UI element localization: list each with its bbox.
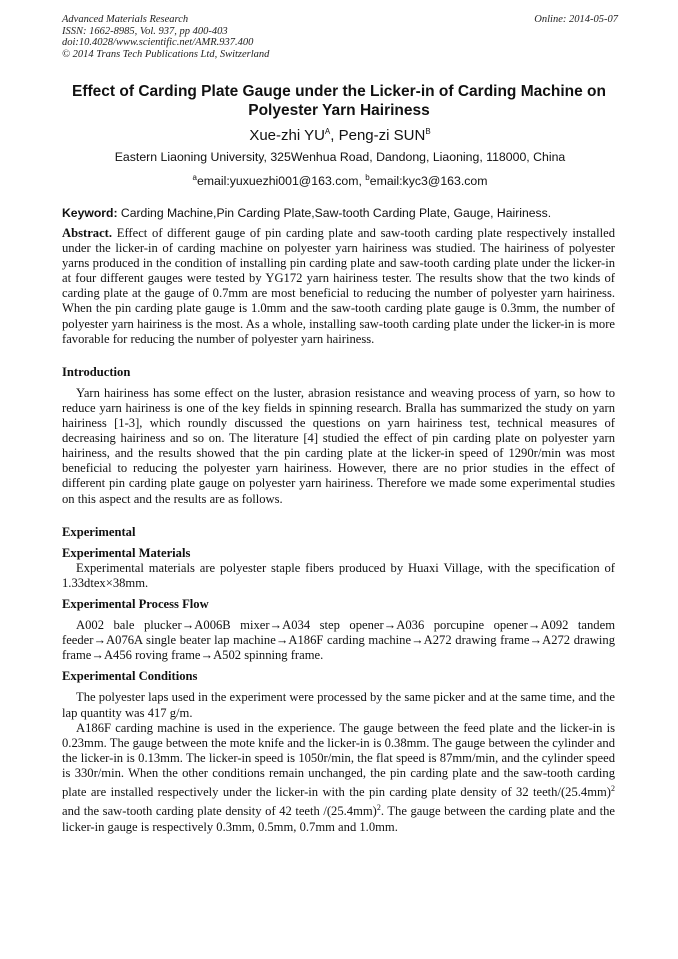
materials-text: Experimental materials are polyester staple fibers produced by Huaxi Village, with the specification of 1.33dtex×38mm.	[62, 560, 615, 590]
email-a: email:yuxuezhi001@163.com,	[196, 174, 362, 189]
author-2: Peng-zi SUN	[338, 127, 426, 144]
email-b-mark: b	[365, 173, 370, 182]
conditions-text-b: and the saw-tooth carding plate density of 42 teeth /(25.4mm)	[62, 804, 377, 819]
conditions-text-a: A186F carding machine is used in the experience. The gauge between the feed plate and the licker-in is 0.23mm. The gauge between the mote knife and the licker-in is 0.38mm. The gauge between the cylinder and the licker-in is 0.13mm. The licker-in speed is 1050r/min, the flat speed is 87mm/min, and the cylinder speed is 330r/min. When the other conditions remain unchanged, the pin carding plate and the saw-tooth carding plate are installed respectively under the licker-in with the pin carding plate density of 32 teeth/(25.4mm)	[62, 720, 615, 800]
abstract	[62, 226, 615, 347]
journal-name: Advanced Materials Research	[62, 14, 189, 25]
doi-line: doi:10.4028/www.scientific.net/AMR.937.400	[62, 37, 254, 48]
online-date: Online: 2014-05-07	[534, 14, 618, 25]
conditions-sup-1: 2	[611, 784, 615, 793]
experimental-heading: Experimental	[62, 524, 136, 539]
conditions-heading: Experimental Conditions	[62, 669, 198, 684]
abstract-text: Effect of different gauge of pin carding plate and saw-tooth carding plate respectively installed under the licker-in of carding machine on polyester yarn hairiness was studied. The hairiness of polyester yarns produced in the condition of installing pin carding plate and saw-tooth carding plate under the licker-in at four different gauges were tested by YG172 yarn hairiness tester. The results show that the two kinds of carding plate at the gauge of 0.7mm are most beneficial to reducing the number of polyester yarn hairiness. When the pin carding plate gauge is 1.0mm and the saw-tooth carding plate gauge is 0.3mm, the number of polyester yarn hairiness is the most. As a whole, installing saw-tooth carding plate under the licker-in is more favorable for reducing the number of polyester yarn hairiness.	[62, 226, 615, 346]
email-line	[62, 170, 618, 189]
author-1-mark: A	[324, 127, 331, 136]
journal-header	[62, 14, 618, 60]
keywords-label: Keyword:	[62, 206, 118, 220]
author-2-mark: B	[425, 127, 431, 136]
email-b: email:kyc3@163.com	[369, 174, 488, 189]
copyright-line: © 2014 Trans Tech Publications Ltd, Switzerland	[62, 48, 270, 60]
paper-title: Effect of Carding Plate Gauge under the Licker-in of Carding Machine on Polyester Yarn Hairiness	[72, 83, 606, 119]
introduction-text: Yarn hairiness has some effect on the luster, abrasion resistance and weaving process of yarn, so how to reduce yarn hairiness is one of the key fields in spinning research. Bralla has summarized the study on yarn hairiness [1-3], which roundly discussed the questions on yarn hairiness test, technical measures of decreasing hairiness and so on. The literature [4] studied the effect of pin carding plate on polyester yarn hairiness, and the results showed that the pin carding plate at the licker-in speed of 1290r/min was most beneficial to reducing the polyester yarn hairiness. However, there are no prior studies in the effect of different pin carding plate gauge on polyester yarn hairiness. Therefore we made some experimental studies on this aspect and the results are as follows.	[62, 385, 615, 506]
conditions-sup-2: 2	[376, 803, 381, 813]
author-separator: ,	[330, 127, 339, 144]
keywords	[62, 205, 618, 221]
conditions-text-c: . The gauge between the carding plate and the licker-in gauge is respectively 0.3mm, 0.5mm, 0.7mm and 1.0mm.	[62, 804, 616, 834]
abstract-label: Abstract.	[62, 226, 113, 240]
process-heading: Experimental Process Flow	[62, 596, 209, 611]
conditions-paragraph-1: The polyester laps used in the experiment were processed by the same picker and at the same time, and the lap quantity was 417 g/m.	[62, 690, 615, 720]
keywords-text: Carding Machine,Pin Carding Plate,Saw-tooth Carding Plate, Gauge, Hairiness.	[120, 206, 552, 220]
issn-line: ISSN: 1662-8985, Vol. 937, pp 400-403	[62, 25, 228, 37]
affiliation: Eastern Liaoning University, 325Wenhua Road, Dandong, Liaoning, 118000, China	[114, 150, 566, 164]
conditions-paragraph-2	[62, 721, 615, 835]
introduction-heading: Introduction	[62, 364, 131, 379]
author-line	[62, 122, 618, 146]
paper-body	[62, 226, 615, 835]
process-text: A002 bale plucker→A006B mixer→A034 step opener→A036 porcupine opener→A092 tandem feeder→A076A single beater lap machine→A186F carding machine→A272 drawing frame→A272 drawing frame→A456 roving frame→A502 spinning frame.	[62, 618, 615, 663]
author-1: Xue-zhi YU	[249, 127, 325, 144]
materials-heading: Experimental Materials	[62, 545, 191, 560]
email-a-mark: a	[192, 173, 197, 182]
